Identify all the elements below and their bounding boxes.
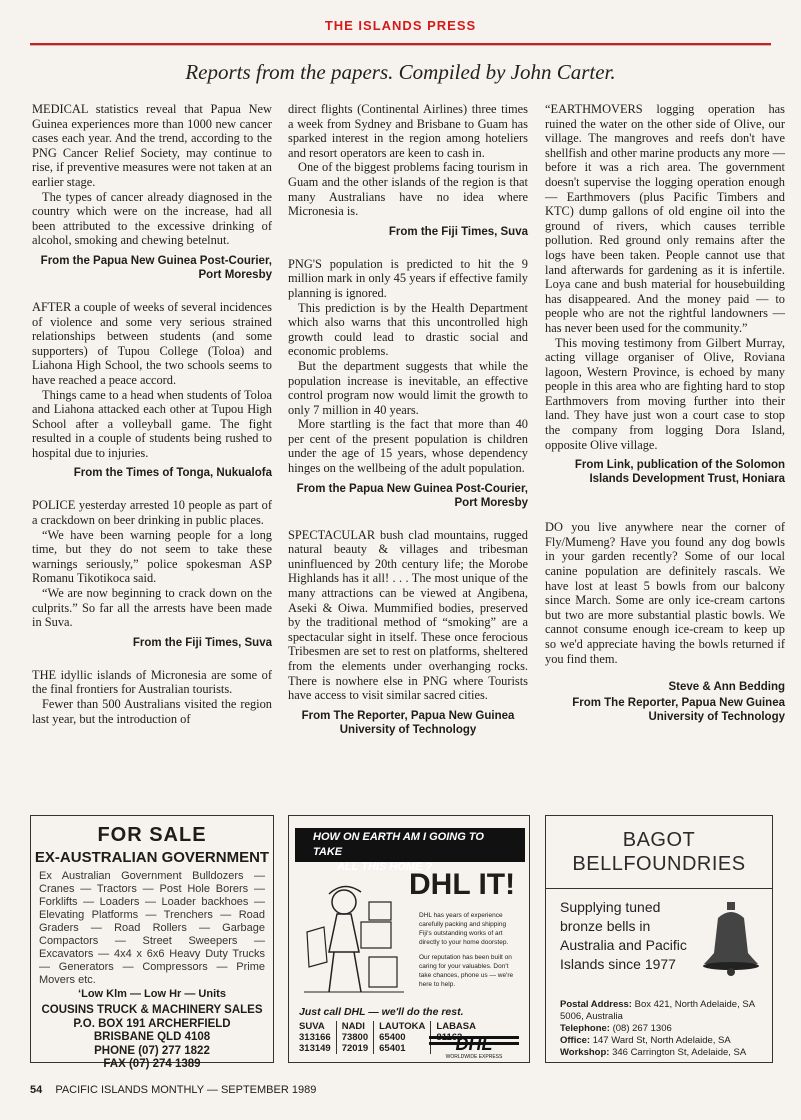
column-1 (32, 102, 272, 726)
company-phone: PHONE (07) 277 1822 (94, 1044, 210, 1057)
letter-signature: Steve & Ann Bedding (668, 681, 785, 694)
company-city: BRISBANE QLD 4108 (93, 1031, 211, 1043)
dhl-logo (429, 1030, 519, 1060)
office-nadi: NADI 73800 72019 (336, 1021, 373, 1054)
article-schools-p2: Things came to a head when students of Toloa and Liahona attacked each other at Tupou High School after a volleyball game. The fight resulted in a couple of students being rushed to hospital due to injuries. (32, 387, 272, 460)
article-earthmovers-p2: This moving testimony from Gilbert Murray, acting village organiser of Olive, Roviana lagoon, Western Province, is echoed by many people in this area who are fighting hard to stop Earthmovers from moving further into their land. They have just won a court case to stop the company from logging Dora Island, opposite Olive village. (545, 335, 785, 452)
company-name: COUSINS TRUCK & MACHINERY SALES (41, 1004, 263, 1016)
source-credit: From the Fiji Times, Suva (388, 225, 528, 238)
source-credit: From the Fiji Times, Suva (132, 636, 272, 649)
bell-icon (696, 898, 766, 988)
column-3 (545, 102, 785, 724)
company-name: BAGOT BELLFOUNDRIES (572, 829, 746, 875)
article-micronesia-p1: THE idyllic islands of Micronesia are some of the final frontiers for Australian tourists. (32, 667, 272, 697)
source-credit: From The Reporter, Papua New Guinea University of Technology (301, 709, 515, 736)
ad-company (31, 1004, 273, 1072)
source-credit: From the Papua New Guinea Post-Courier, Port Moresby (40, 254, 272, 281)
publication-line: PACIFIC ISLANDS MONTHLY — SEPTEMBER 1989 (55, 1084, 317, 1096)
ad-subheading: EX-AUSTRALIAN GOVERNMENT (34, 849, 270, 866)
ad-addresses: Postal Address: Box 421, North Adelaide, SA 5006, Australia Telephone: (08) 267 1306 Office: 147 Ward St, North Adelaide, SA Workshop: 346 Carrington St, Adelaide, SA (560, 999, 755, 1058)
ad-heading: FOR SALE (97, 824, 207, 846)
banner-line-1: HOW ON EARTH AM I GOING TO TAKE (313, 831, 484, 858)
article-police-p1: POLICE yesterday arrested 10 people as part of a crackdown on beer drinking in public places. (32, 498, 272, 528)
logo-subtext: WORLDWIDE EXPRESS (445, 1054, 503, 1060)
blurb-p2: Our reputation has been built on caring for your valuables. Don't take chances, phone us — we're here to help. (419, 954, 514, 988)
page-number: 54 (30, 1084, 43, 1096)
article-police-p2: “We have been warning people for a long time, but they do not seem to take these warnings seriously,” police spokesman ASP Romanu Tikotikoca said. (32, 527, 272, 586)
article-population-p4: More startling is the fact that more than 40 per cent of the present population is children under the age of 15 years, whose dependency hinges on the wellbeing of the adult population. (288, 417, 528, 476)
article-schools-p1: AFTER a couple of weeks of several incidences of violence and some very serious strained relationships between students (and some supporters) of Tupou College (Toloa) and Liahona High School, the two schools seems to have reached a peace accord. (32, 299, 272, 387)
page-subtitle: Reports from the papers. Compiled by John Carter. (185, 60, 616, 84)
ad-for-sale (30, 815, 274, 1070)
ad-tagline: Supplying tuned bronze bells in Australia and Pacific Islands since 1977 (560, 899, 687, 972)
ad-blurb (419, 911, 519, 995)
company-fax: FAX (07) 274 1389 (103, 1058, 201, 1070)
ad-headline: DHL IT! (409, 868, 516, 901)
article-population-p1: PNG'S population is predicted to hit the 9 million mark in only 45 years if effective family planning is ignored. (288, 256, 528, 300)
source-credit: From The Reporter, Papua New Guinea University of Technology (572, 697, 785, 724)
article-cancer-p2: The types of cancer already diagnosed in the country which were on the increase, had all been attributed to the excessive drinking of alcohol, smoking and chewing betelnut. (32, 189, 272, 248)
article-population-p2: This prediction is by the Health Department which also warns that this uncontrolled high growth could lead to drastic social and economic problems. (288, 300, 528, 359)
ad-banner (295, 828, 525, 873)
masthead: THE ISLANDS PRESS (324, 18, 477, 33)
article-police-p3: “We are now beginning to crack down on the culprits.” So far all the arrests have been made in Suva. (32, 586, 272, 630)
article-morobe-p1: SPECTACULAR bush clad mountains, rugged natural beauty & villages and tribesman uninfluenced by 20th century life; the Morobe Highlands has it all! . . . The most unique of the many attractions can be viewed at Angibena, Aseki & Oiwa. Mummified bodies, preserved by the traditional method of “smoking” are a spectacular sight in itself. These once ferocious Tribesmen are set to rest on platforms, sheltered from the elements under overhanging rocks. There is nowhere else in PNG where Tourists have access to visit similar sacred cities. (288, 527, 528, 703)
source-credit: From the Times of Tonga, Nukualofa (73, 467, 272, 480)
office-suva: SUVA 313166 313149 (299, 1021, 331, 1054)
article-earthmovers-p1: “EARTHMOVERS logging operation has ruined the water on the other side of Olive, our village. The mangroves and reefs don't have shellfish and other marine products any more — before it was a rich area. The government doesn't supervise the logging operation enough — Earthmovers (plus Pacific Timbers and KTC) dump gallons of old engine oil into the ground of rivers, which causes terrible pollution. Red ground only remains after the logs have been taken. People cannot use that land afterwards for gardening as it is infertile. Loya cane and bush material for housebuilding has disappeared. And the money paid — to people who are not the rightful landowners — has never been used for the community.” (545, 102, 785, 335)
article-dogbowls-p1: DO you live anywhere near the corner of Fly/Mumeng? Have you found any dog bowls in your garden recently? Some of our local canine population are definitely rascals. We have lost at least 5 bowls from our balcony since March. Some are only ice-cream cartons but two are more substantial plastic bowls. We cannot consume enough ice-cream to keep up so we'd appreciate having the bowls returned if you find them. (545, 520, 785, 666)
source-credit: From Link, publication of the Solomon Islands Development Trust, Honiara (574, 459, 785, 486)
column-2 (288, 102, 528, 737)
banner-line-2: ALL THIS HOME ? (337, 861, 433, 873)
article-cancer-p1: MEDICAL statistics reveal that Papua New Guinea experiences more than 1000 new cancer cases each year. And the trend, according to the PNG Cancer Relief Society, may continue to rise, if preventive measures were not taken at an earlier stage. (32, 102, 272, 189)
article-micronesia-p4: One of the biggest problems facing tourism in Guam and the other islands of the region is that many Australians have no idea where Micronesia is. (288, 160, 528, 219)
blurb-p1: DHL has years of experience carefully packing and shipping Fiji's outstanding works of art directly to your home doorstep. (419, 912, 509, 946)
source-credit: From the Papua New Guinea Post-Courier, Port Moresby (296, 482, 528, 509)
article-population-p3: But the department suggests that while the population increase is inevitable, an effective control program now would limit the growth to only 7 million in 40 years. (288, 358, 528, 417)
masthead-rule-thin (30, 45, 771, 46)
page-footer (30, 1084, 316, 1096)
ad-divider (546, 888, 772, 889)
office-lautoka: LAUTOKA 65400 65401 (374, 1021, 431, 1054)
article-micronesia-p2: Fewer than 500 Australians visited the region last year, but the introduction of (32, 697, 272, 726)
traveller-illustration (299, 872, 409, 1002)
ad-body: Ex Australian Government Bulldozers — Cranes — Tractors — Post Hole Borers — Forklifts — Loaders — Loader backhoes — Elevating Platforms — Trenchers — Road Graders — Road Rollers — Garbage Compactors — Street Sweepers — Excavators — 4x4 x 6x6 Heavy Duty Trucks — Generators — Compressors — Prime Movers etc. (39, 870, 265, 986)
article-micronesia-p3: direct flights (Continental Airlines) three times a week from Sydney and Brisbane to Guam has sparked interest in the region among hoteliers and resort operators are keen to cash in. (288, 102, 528, 160)
ad-call: Just call DHL — we'll do the rest. (299, 1006, 464, 1018)
office-labasa: LABASA (431, 1021, 481, 1054)
ad-dhl (288, 815, 530, 1063)
ad-bagot (545, 815, 773, 1063)
logo-text: DHL (455, 1034, 493, 1054)
company-po: P.O. BOX 191 ARCHERFIELD (73, 1017, 231, 1030)
ad-units: ‘Low Klm — Low Hr — Units (78, 988, 226, 1000)
